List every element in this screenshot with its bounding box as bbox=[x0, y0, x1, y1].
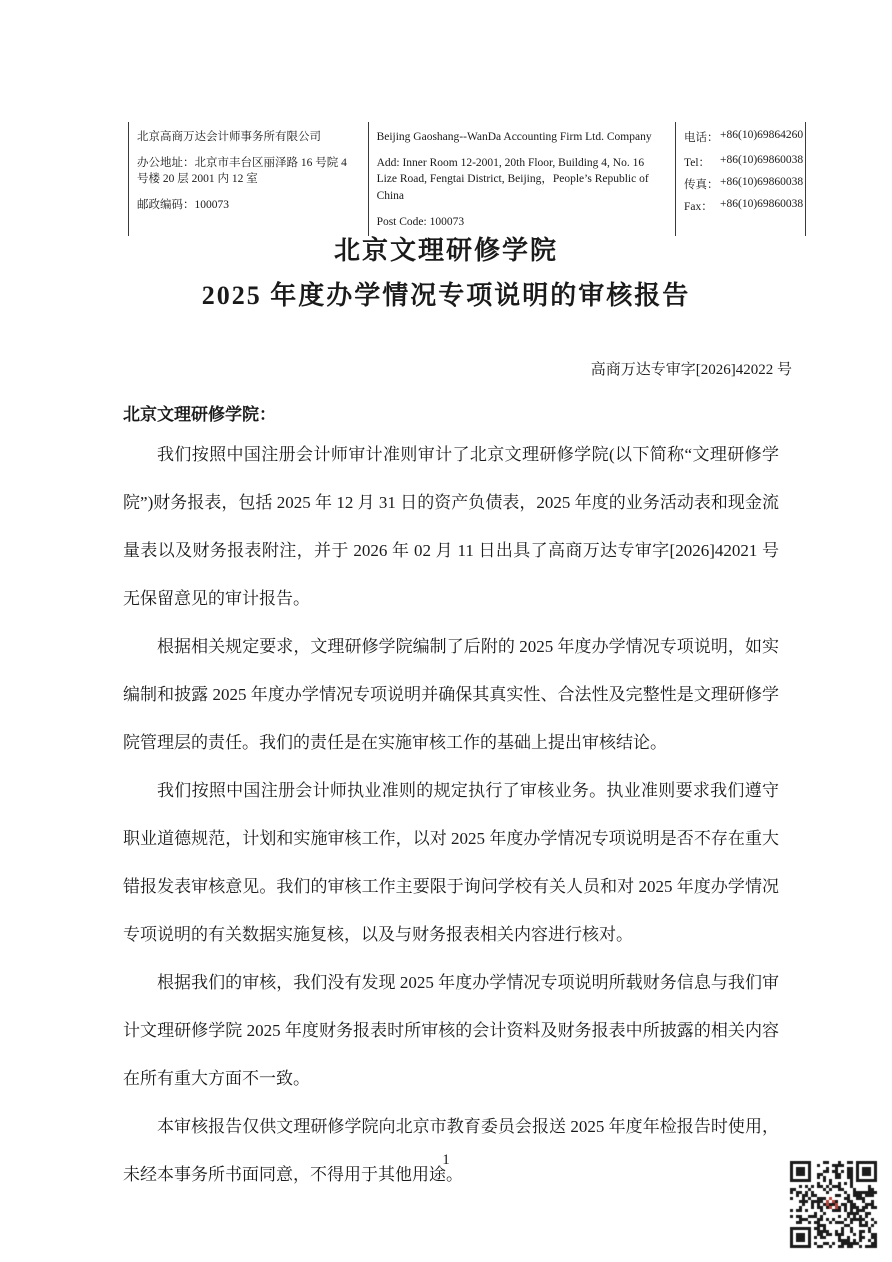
report-body bbox=[123, 400, 779, 1199]
contact-row-tel bbox=[684, 154, 804, 170]
paragraph-usage-restriction: 本审核报告仅供文理研修学院向北京市教育委员会报送 2025 年度年检报告时使用，未经本事务所书面同意，不得用于其他用途。 bbox=[123, 1117, 779, 1184]
body-paragraphs bbox=[123, 431, 779, 1199]
paragraph-audit-scope: 我们按照中国注册会计师审计准则审计了北京文理研修学院(以下简称“文理研修学院”)财务报表，包括 2025 年 12 月 31 日的资产负债表，2025 年度的业务活动表和现金流量表以及财务报表附注，并于 2026 年 02 月 11 日出具了高商万达专审字[2026]42021 号无保留意见的审计报告。 bbox=[123, 445, 779, 608]
paragraph-review-standards: 我们按照中国注册会计师执业准则的规定执行了审核业务。执业准则要求我们遵守职业道德规范，计划和实施审核工作，以对 2025 年度办学情况专项说明是否不存在重大错报发表审核意见。我们的审核工作主要限于询问学校有关人员和对 2025 年度办学情况专项说明的有关数据实施复核，以及与财务报表相关内容进行核对。 bbox=[123, 781, 779, 944]
report-reference-number: 高商万达专审字[2026]42022 号 bbox=[590, 362, 792, 378]
contact-value: +86(10)69860038 bbox=[720, 154, 804, 166]
report-title-line2: 2025 年度办学情况专项说明的审核报告 bbox=[201, 281, 691, 310]
paragraph-management-responsibility: 根据相关规定要求，文理研修学院编制了后附的 2025 年度办学情况专项说明，如实编制和披露 2025 年度办学情况专项说明并确保其真实性、合法性及完整性是文理研修学院管理层的责任。我们的责任是在实施审核工作的基础上提出审核结论。 bbox=[123, 637, 779, 752]
firm-address-cn: 办公地址：北京市丰台区丽泽路 16 号院 4 号楼 20 层 2001 内 12 室 bbox=[137, 156, 347, 186]
report-title-line1: 北京文理研修学院 bbox=[333, 236, 558, 265]
letterhead bbox=[128, 122, 806, 236]
contact-row-fax-cn bbox=[684, 176, 804, 192]
paragraph-review-conclusion: 根据我们的审核，我们没有发现 2025 年度办学情况专项说明所载财务信息与我们审计文理研修学院 2025 年度财务报表时所审核的会计资料及财务报表中所披露的相关内容在所有重大方面不一致。 bbox=[123, 973, 779, 1088]
contact-label: 电话： bbox=[684, 132, 719, 144]
contact-row-fax-en bbox=[684, 198, 804, 214]
page-number: 1 bbox=[442, 1152, 450, 1168]
verification-qr-code bbox=[787, 1158, 880, 1251]
contact-value: +86(10)69860038 bbox=[720, 176, 804, 188]
contact-value: +86(10)69860038 bbox=[720, 198, 804, 210]
contact-label: Fax： bbox=[684, 201, 713, 213]
firm-postcode-cn: 邮政编码：100073 bbox=[137, 199, 229, 212]
firm-postcode-en: Post Code: 100073 bbox=[376, 215, 465, 228]
contact-value: +86(10)69864260 bbox=[720, 129, 804, 141]
letterhead-chinese-column bbox=[129, 122, 369, 236]
salutation: 北京文理研修学院： bbox=[123, 405, 276, 424]
firm-address-en: Add: Inner Room 12-2001, 20th Floor, Building 4, No. 16 Lize Road, Fengtai District, Beijing，People’s Republic of China bbox=[376, 156, 649, 203]
contact-label: 传真： bbox=[684, 179, 719, 191]
firm-name-en: Beijing Gaoshang--WanDa Accounting Firm Ltd. Company bbox=[376, 131, 652, 143]
firm-name-cn: 北京高商万达会计师事务所有限公司 bbox=[137, 131, 321, 143]
qr-code-canvas bbox=[787, 1158, 880, 1251]
contact-row-phone bbox=[684, 129, 804, 145]
contact-label: Tel： bbox=[684, 157, 711, 169]
letterhead-contact-column bbox=[676, 122, 805, 236]
letterhead-english-column bbox=[369, 122, 676, 236]
